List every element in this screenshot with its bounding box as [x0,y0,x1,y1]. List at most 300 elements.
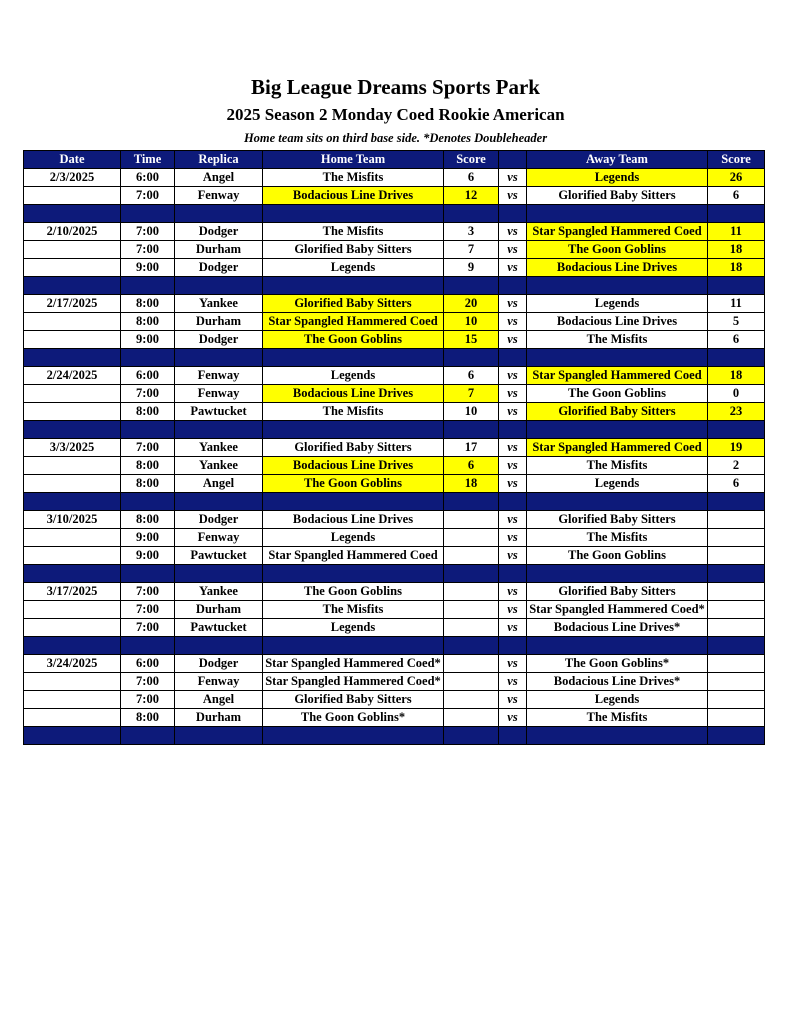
separator-cell [24,637,121,655]
separator-cell [121,565,175,583]
separator-cell [444,727,499,745]
game-time: 6:00 [121,655,175,673]
separator-cell [499,205,527,223]
game-replica: Yankee [175,295,263,313]
away-team: Legends [527,691,708,709]
away-score [708,547,765,565]
game-replica: Dodger [175,331,263,349]
game-time: 8:00 [121,709,175,727]
home-team: Glorified Baby Sitters [263,295,444,313]
vs-label: vs [499,295,527,313]
col-header-vs [499,151,527,169]
home-score: 7 [444,385,499,403]
col-header-away-score: Score [708,151,765,169]
separator-cell [121,277,175,295]
home-team: Glorified Baby Sitters [263,241,444,259]
game-replica: Pawtucket [175,619,263,637]
home-team: Star Spangled Hammered Coed* [263,673,444,691]
vs-label: vs [499,331,527,349]
separator-cell [527,277,708,295]
game-time: 8:00 [121,403,175,421]
away-score: 6 [708,475,765,493]
game-time: 9:00 [121,547,175,565]
separator-cell [175,493,263,511]
game-date: 3/17/2025 [24,583,121,601]
away-score [708,673,765,691]
separator-cell [527,205,708,223]
schedule-body [24,169,765,745]
away-team: Glorified Baby Sitters [527,511,708,529]
col-header-date: Date [24,151,121,169]
game-replica: Angel [175,475,263,493]
home-team: Star Spangled Hammered Coed [263,547,444,565]
away-score: 6 [708,187,765,205]
home-team: Legends [263,259,444,277]
col-header-home-team: Home Team [263,151,444,169]
game-row [24,385,765,403]
game-row [24,457,765,475]
home-team: Legends [263,529,444,547]
away-score: 23 [708,403,765,421]
separator-cell [24,565,121,583]
game-row [24,223,765,241]
vs-label: vs [499,691,527,709]
game-replica: Durham [175,601,263,619]
game-date: 3/10/2025 [24,511,121,529]
separator-cell [121,637,175,655]
home-score: 6 [444,169,499,187]
separator-cell [527,493,708,511]
home-score: 20 [444,295,499,313]
separator-cell [444,565,499,583]
vs-label: vs [499,439,527,457]
separator-cell [24,421,121,439]
home-score [444,601,499,619]
game-date: 2/17/2025 [24,295,121,313]
home-team: Glorified Baby Sitters [263,691,444,709]
week-separator-row [24,277,765,295]
separator-cell [708,565,765,583]
home-score: 12 [444,187,499,205]
away-team: Star Spangled Hammered Coed [527,223,708,241]
vs-label: vs [499,583,527,601]
game-time: 6:00 [121,367,175,385]
game-replica: Fenway [175,673,263,691]
game-row [24,709,765,727]
home-team: Bodacious Line Drives [263,457,444,475]
separator-cell [263,493,444,511]
game-time: 7:00 [121,187,175,205]
separator-cell [527,421,708,439]
game-date: 2/10/2025 [24,223,121,241]
home-team: Glorified Baby Sitters [263,439,444,457]
separator-cell [444,637,499,655]
vs-label: vs [499,367,527,385]
vs-label: vs [499,223,527,241]
game-row [24,529,765,547]
game-row [24,673,765,691]
game-row [24,439,765,457]
game-row [24,619,765,637]
game-replica: Dodger [175,655,263,673]
away-score: 18 [708,241,765,259]
game-replica: Durham [175,709,263,727]
away-score: 18 [708,259,765,277]
away-team: Star Spangled Hammered Coed [527,439,708,457]
game-row [24,295,765,313]
home-team: The Misfits [263,403,444,421]
game-time: 9:00 [121,259,175,277]
game-time: 7:00 [121,601,175,619]
game-time: 7:00 [121,673,175,691]
away-score: 6 [708,331,765,349]
separator-cell [444,277,499,295]
game-row [24,691,765,709]
vs-label: vs [499,619,527,637]
game-replica: Durham [175,241,263,259]
game-time: 8:00 [121,475,175,493]
game-time: 9:00 [121,331,175,349]
away-team: Bodacious Line Drives [527,313,708,331]
away-score [708,709,765,727]
separator-cell [121,727,175,745]
separator-cell [444,421,499,439]
home-score [444,619,499,637]
separator-cell [499,727,527,745]
home-team: The Goon Goblins [263,475,444,493]
away-team: Glorified Baby Sitters [527,583,708,601]
away-team: Bodacious Line Drives* [527,673,708,691]
vs-label: vs [499,511,527,529]
home-team: The Misfits [263,169,444,187]
separator-cell [24,349,121,367]
separator-cell [708,205,765,223]
page-title: Big League Dreams Sports Park [251,75,540,99]
home-team: Bodacious Line Drives [263,385,444,403]
away-team: Bodacious Line Drives* [527,619,708,637]
week-separator-row [24,565,765,583]
game-time: 7:00 [121,223,175,241]
away-team: The Misfits [527,709,708,727]
separator-cell [263,565,444,583]
away-team: Star Spangled Hammered Coed* [527,601,708,619]
vs-label: vs [499,547,527,565]
game-date [24,457,121,475]
game-row [24,583,765,601]
game-date [24,313,121,331]
separator-cell [175,277,263,295]
separator-cell [175,421,263,439]
header-row [24,151,765,169]
game-row [24,241,765,259]
game-time: 6:00 [121,169,175,187]
col-header-home-score: Score [444,151,499,169]
game-time: 7:00 [121,619,175,637]
game-date [24,403,121,421]
away-score [708,655,765,673]
game-time: 8:00 [121,511,175,529]
game-time: 7:00 [121,691,175,709]
game-replica: Pawtucket [175,403,263,421]
game-replica: Dodger [175,511,263,529]
home-team: The Goon Goblins* [263,709,444,727]
game-date [24,259,121,277]
game-row [24,601,765,619]
game-row [24,367,765,385]
vs-label: vs [499,475,527,493]
home-score: 10 [444,403,499,421]
game-time: 7:00 [121,439,175,457]
game-replica: Fenway [175,529,263,547]
separator-cell [121,349,175,367]
separator-cell [708,637,765,655]
home-score: 15 [444,331,499,349]
away-score: 26 [708,169,765,187]
away-team: The Misfits [527,331,708,349]
separator-cell [499,493,527,511]
separator-cell [263,205,444,223]
home-score [444,583,499,601]
game-date [24,187,121,205]
separator-cell [499,637,527,655]
vs-label: vs [499,385,527,403]
home-score: 10 [444,313,499,331]
game-replica: Angel [175,691,263,709]
game-row [24,547,765,565]
home-team: The Goon Goblins [263,331,444,349]
away-team: Legends [527,475,708,493]
vs-label: vs [499,313,527,331]
col-header-time: Time [121,151,175,169]
week-separator-row [24,349,765,367]
home-score: 6 [444,457,499,475]
vs-label: vs [499,457,527,475]
game-time: 7:00 [121,583,175,601]
week-separator-row [24,727,765,745]
game-date [24,241,121,259]
home-score: 18 [444,475,499,493]
week-separator-row [24,421,765,439]
away-team: Glorified Baby Sitters [527,403,708,421]
away-team: The Goon Goblins [527,241,708,259]
away-team: The Goon Goblins [527,385,708,403]
home-team: Legends [263,367,444,385]
separator-cell [708,277,765,295]
game-row [24,169,765,187]
separator-cell [24,727,121,745]
vs-label: vs [499,241,527,259]
home-score: 3 [444,223,499,241]
separator-cell [175,727,263,745]
separator-cell [527,637,708,655]
game-date [24,619,121,637]
week-separator-row [24,637,765,655]
home-score: 7 [444,241,499,259]
away-score [708,511,765,529]
schedule-table [23,150,765,745]
away-score [708,601,765,619]
vs-label: vs [499,169,527,187]
home-team: The Misfits [263,223,444,241]
home-score: 17 [444,439,499,457]
separator-cell [499,277,527,295]
separator-cell [444,349,499,367]
away-team: Glorified Baby Sitters [527,187,708,205]
home-score: 9 [444,259,499,277]
home-score [444,655,499,673]
home-team: Star Spangled Hammered Coed [263,313,444,331]
home-score [444,547,499,565]
separator-cell [263,421,444,439]
separator-cell [263,277,444,295]
game-time: 8:00 [121,457,175,475]
separator-cell [121,493,175,511]
separator-cell [263,349,444,367]
game-row [24,511,765,529]
game-row [24,655,765,673]
separator-cell [121,421,175,439]
home-score [444,691,499,709]
game-time: 7:00 [121,385,175,403]
away-team: The Misfits [527,529,708,547]
away-score: 2 [708,457,765,475]
game-date [24,709,121,727]
vs-label: vs [499,709,527,727]
home-team: Bodacious Line Drives [263,511,444,529]
separator-cell [444,205,499,223]
game-date: 3/3/2025 [24,439,121,457]
home-team: Bodacious Line Drives [263,187,444,205]
game-time: 8:00 [121,313,175,331]
col-header-replica: Replica [175,151,263,169]
separator-cell [175,205,263,223]
separator-cell [121,205,175,223]
game-row [24,403,765,421]
game-date [24,547,121,565]
away-score: 18 [708,367,765,385]
away-score: 19 [708,439,765,457]
game-date [24,691,121,709]
separator-cell [708,421,765,439]
separator-cell [175,637,263,655]
game-replica: Durham [175,313,263,331]
away-team: Legends [527,169,708,187]
separator-cell [263,727,444,745]
away-score: 5 [708,313,765,331]
away-team: Star Spangled Hammered Coed [527,367,708,385]
home-score [444,529,499,547]
separator-cell [24,493,121,511]
away-team: Bodacious Line Drives [527,259,708,277]
away-team: The Goon Goblins [527,547,708,565]
home-score [444,709,499,727]
game-date [24,529,121,547]
game-time: 7:00 [121,241,175,259]
home-team: Legends [263,619,444,637]
game-replica: Angel [175,169,263,187]
col-header-away-team: Away Team [527,151,708,169]
away-score [708,691,765,709]
separator-cell [708,349,765,367]
vs-label: vs [499,259,527,277]
home-team: The Goon Goblins [263,583,444,601]
game-replica: Fenway [175,385,263,403]
week-separator-row [24,493,765,511]
away-team: The Misfits [527,457,708,475]
game-row [24,187,765,205]
home-score [444,511,499,529]
separator-cell [499,421,527,439]
game-date [24,673,121,691]
game-replica: Dodger [175,223,263,241]
game-time: 8:00 [121,295,175,313]
separator-cell [175,565,263,583]
game-date [24,601,121,619]
separator-cell [499,565,527,583]
home-score: 6 [444,367,499,385]
game-date: 2/3/2025 [24,169,121,187]
week-separator-row [24,205,765,223]
separator-cell [708,727,765,745]
away-score [708,529,765,547]
game-row [24,259,765,277]
game-replica: Yankee [175,583,263,601]
vs-label: vs [499,655,527,673]
separator-cell [499,349,527,367]
game-row [24,331,765,349]
game-time: 9:00 [121,529,175,547]
game-replica: Fenway [175,187,263,205]
page-note: Home team sits on third base side. *Denotes Doubleheader [243,131,548,145]
home-team: Star Spangled Hammered Coed* [263,655,444,673]
game-date [24,331,121,349]
vs-label: vs [499,673,527,691]
away-team: Legends [527,295,708,313]
separator-cell [708,493,765,511]
game-date [24,475,121,493]
game-date [24,385,121,403]
vs-label: vs [499,601,527,619]
game-date: 3/24/2025 [24,655,121,673]
away-score: 0 [708,385,765,403]
away-team: The Goon Goblins* [527,655,708,673]
game-row [24,475,765,493]
separator-cell [24,277,121,295]
away-score [708,583,765,601]
away-score: 11 [708,223,765,241]
separator-cell [24,205,121,223]
separator-cell [527,565,708,583]
page-subtitle: 2025 Season 2 Monday Coed Rookie American [226,105,565,124]
separator-cell [527,349,708,367]
game-replica: Pawtucket [175,547,263,565]
game-replica: Dodger [175,259,263,277]
home-score [444,673,499,691]
vs-label: vs [499,187,527,205]
vs-label: vs [499,529,527,547]
separator-cell [175,349,263,367]
separator-cell [263,637,444,655]
game-row [24,313,765,331]
home-team: The Misfits [263,601,444,619]
vs-label: vs [499,403,527,421]
game-replica: Fenway [175,367,263,385]
game-date: 2/24/2025 [24,367,121,385]
game-replica: Yankee [175,439,263,457]
game-replica: Yankee [175,457,263,475]
separator-cell [444,493,499,511]
away-score [708,619,765,637]
